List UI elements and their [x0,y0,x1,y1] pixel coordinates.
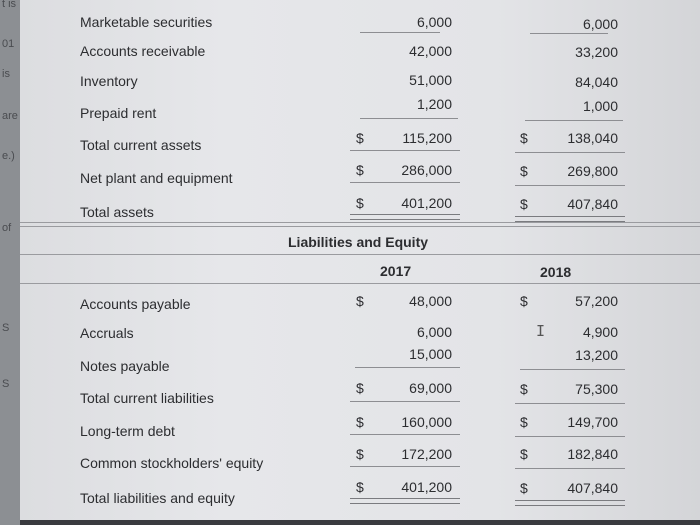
liability-value-2017: 160,000 [401,414,452,430]
edge-fragment: S [2,322,10,334]
liability-label: Accruals [80,325,134,341]
double-underline [350,498,460,504]
underline [355,367,460,368]
liability-value-2017: 69,000 [409,380,452,396]
underline [525,120,623,121]
section-rule [20,226,700,227]
edge-fragment: t is [2,0,17,10]
asset-label: Marketable securities [80,14,213,30]
asset-label: Inventory [80,73,138,89]
section-rule [20,254,700,255]
dollar-sign: $ [356,130,364,146]
liability-value-2018: 75,300 [575,381,618,397]
dollar-sign: $ [520,446,528,462]
section-rule [20,283,700,284]
edge-fragment: e.) [2,150,15,162]
dollar-sign: $ [356,446,364,462]
underline [360,118,458,119]
asset-label: Total assets [80,204,154,220]
edge-fragment: are [2,110,18,122]
asset-label: Accounts receivable [80,43,206,59]
liability-value-2018: 4,900 [582,324,618,340]
asset-value-2017: 115,200 [402,130,452,146]
asset-value-2018: 84,040 [575,74,618,90]
underline [515,436,625,437]
asset-value-2017: 51,000 [409,72,452,88]
dollar-sign: $ [520,480,528,496]
dollar-sign: $ [520,293,528,309]
asset-value-2018: 138,040 [567,130,618,146]
liability-label: Accounts payable [80,296,191,312]
liability-value-2017: 15,000 [409,346,452,362]
underline [520,369,625,370]
asset-value-2017: 6,000 [416,14,452,30]
balance-sheet [20,0,700,520]
liability-label: Notes payable [80,358,170,374]
liability-value-2018: 149,700 [567,414,618,430]
asset-value-2017: 286,000 [401,162,452,178]
liability-value-2018: 182,840 [567,446,618,462]
underline [360,32,440,33]
liability-value-2017: 401,200 [401,479,452,495]
edge-fragment: 01 [2,38,15,50]
liability-label: Long-term debt [80,423,175,439]
year-header-2017: 2017 [380,263,412,279]
liability-value-2017: 172,200 [401,446,452,462]
asset-label: Total current assets [80,137,202,153]
liability-value-2017: 48,000 [409,293,452,309]
dollar-sign: $ [356,380,364,396]
edge-fragment: S [2,378,10,390]
underline [350,182,460,183]
dollar-sign: $ [520,163,528,179]
asset-value-2017: 401,200 [401,195,452,211]
dollar-sign: $ [356,479,364,495]
dollar-sign: $ [520,414,528,430]
underline [515,152,625,153]
double-underline [350,214,460,220]
dollar-sign: $ [520,196,528,212]
double-underline [515,500,625,506]
liability-value-2018: 13,200 [575,347,618,363]
dollar-sign: $ [520,381,528,397]
liability-value-2018: 407,840 [567,480,618,496]
liability-label: Total liabilities and equity [80,490,235,506]
liability-label: Common stockholders' equity [80,455,264,471]
asset-value-2018: 1,000 [582,98,618,114]
section-title: Liabilities and Equity [288,234,429,250]
adjacent-page-edge [0,0,20,525]
asset-value-2017: 42,000 [409,43,452,59]
liability-label: Total current liabilities [80,390,214,406]
underline [350,434,460,435]
underline [350,466,460,467]
asset-label: Net plant and equipment [80,170,233,186]
dollar-sign: $ [356,293,364,309]
edge-fragment: is [2,68,10,80]
dollar-sign: $ [356,162,364,178]
asset-value-2018: 407,840 [567,196,618,212]
dollar-sign: $ [356,195,364,211]
year-header-2018: 2018 [540,264,572,280]
asset-value-2018: 269,800 [567,163,618,179]
asset-value-2018: 33,200 [575,44,618,60]
liability-value-2017: 6,000 [416,324,452,340]
text-cursor-icon: I [536,322,546,340]
underline [515,468,625,469]
asset-value-2017: 1,200 [416,96,452,112]
asset-value-2018: 6,000 [582,16,618,32]
underline [530,33,608,34]
liability-value-2018: 57,200 [575,293,618,309]
section-rule [20,222,700,223]
edge-fragment: of [2,222,12,234]
dollar-sign: $ [520,130,528,146]
asset-label: Prepaid rent [80,105,157,121]
underline [350,150,460,151]
dollar-sign: $ [356,414,364,430]
underline [515,185,625,186]
underline [515,403,625,404]
underline [350,401,460,402]
